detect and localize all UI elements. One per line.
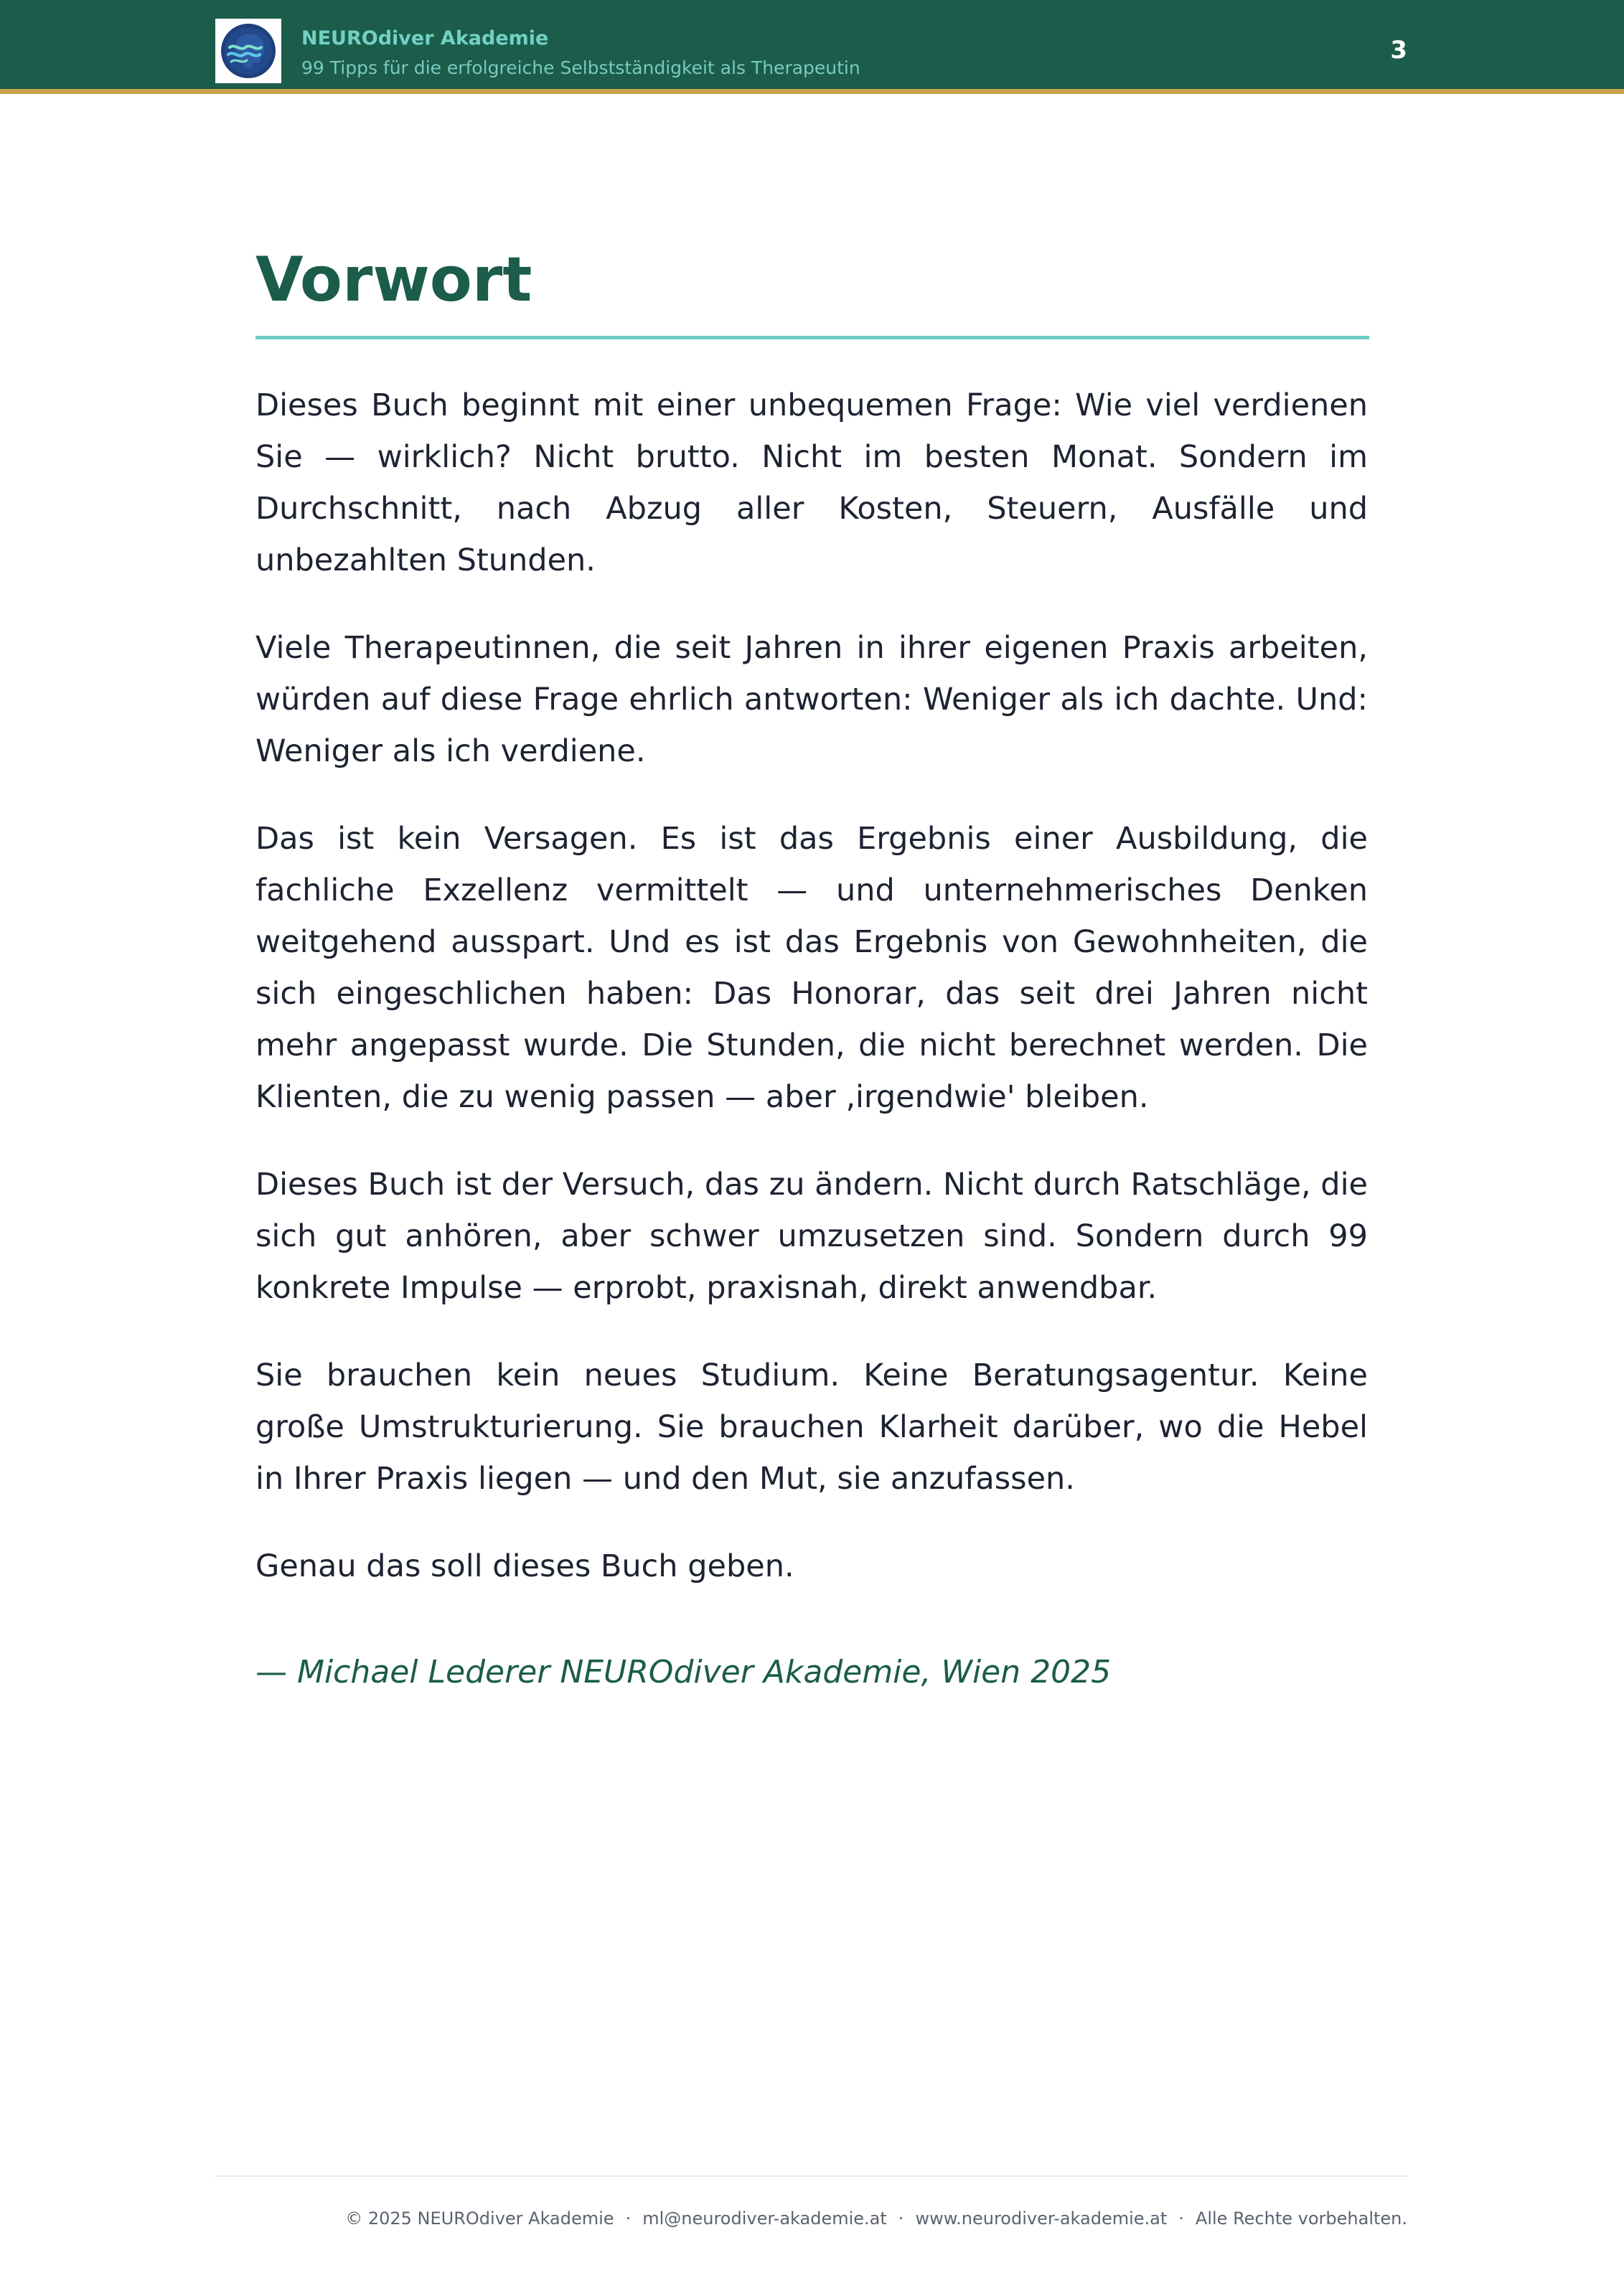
page-content <box>255 237 1368 1690</box>
paragraph: Dieses Buch ist der Versuch, das zu ändern. Nicht durch Ratschläge, die sich gut anhören, aber schwer umzusetzen sind. Sondern durch 99 konkrete Impulse — erprobt, praxisnah, direkt anwendbar. <box>255 1167 1368 1306</box>
page-number: 3 <box>1390 36 1407 65</box>
footer-rights: Alle Rechte vorbehalten. <box>1195 2208 1407 2229</box>
foreword-text <box>255 380 1368 1592</box>
footer-website-link[interactable]: www.neurodiver-akademie.at <box>915 2208 1168 2229</box>
paragraph: Genau das soll dieses Buch geben. <box>255 1548 794 1584</box>
brain-waves-logo-icon <box>215 19 281 83</box>
paragraph: Dieses Buch beginnt mit einer unbequemen Frage: Wie viel verdienen Sie — wirklich? Nicht brutto. Nicht im besten Monat. Sondern im Durchschnitt, nach Abzug aller Kosten, Steuern, Ausfälle und unbezahlten Stunden. <box>255 387 1368 578</box>
footer-separator: · <box>1178 2208 1184 2229</box>
paragraph: Sie brauchen kein neues Studium. Keine Beratungsagentur. Keine große Umstrukturierung. Sie brauchen Klarheit darüber, wo die Hebel in Ihrer Praxis liegen — und den Mut, sie anzufassen. <box>255 1358 1368 1497</box>
author-signature: — Michael Lederer NEUROdiver Akademie, Wien 2025 <box>255 1654 1112 1690</box>
page-title: Vorwort <box>255 244 532 316</box>
brand-name: NEUROdiver Akademie <box>301 27 549 50</box>
footer-separator: · <box>625 2208 632 2229</box>
footer-copyright: © 2025 NEUROdiver Akademie <box>345 2208 614 2229</box>
footer-separator: · <box>898 2208 904 2229</box>
title-divider <box>255 336 1369 339</box>
paragraph: Das ist kein Versagen. Es ist das Ergebnis einer Ausbildung, die fachliche Exzellenz vermittelt — und unternehmerisches Denken weitgehend ausspart. Und es ist das Ergebnis von Gewohnheiten, die sich eingeschlichen haben: Das Honorar, das seit drei Jahren nicht mehr angepasst wurde. Die Stunden, die nicht berechnet werden. Die Klienten, die zu wenig passen — aber ‚irgendwie' bleiben. <box>255 821 1368 1115</box>
footer-email-link[interactable]: ml@neurodiver-akademie.at <box>642 2208 887 2229</box>
page-footer <box>345 2208 1407 2229</box>
book-subtitle: 99 Tipps für die erfolgreiche Selbstständigkeit als Therapeutin <box>301 57 860 78</box>
page-header <box>0 0 1624 94</box>
footer-divider <box>215 2175 1408 2177</box>
paragraph: Viele Therapeutinnen, die seit Jahren in ihrer eigenen Praxis arbeiten, würden auf diese Frage ehrlich antworten: Weniger als ich dachte. Und: Weniger als ich verdiene. <box>255 630 1368 769</box>
